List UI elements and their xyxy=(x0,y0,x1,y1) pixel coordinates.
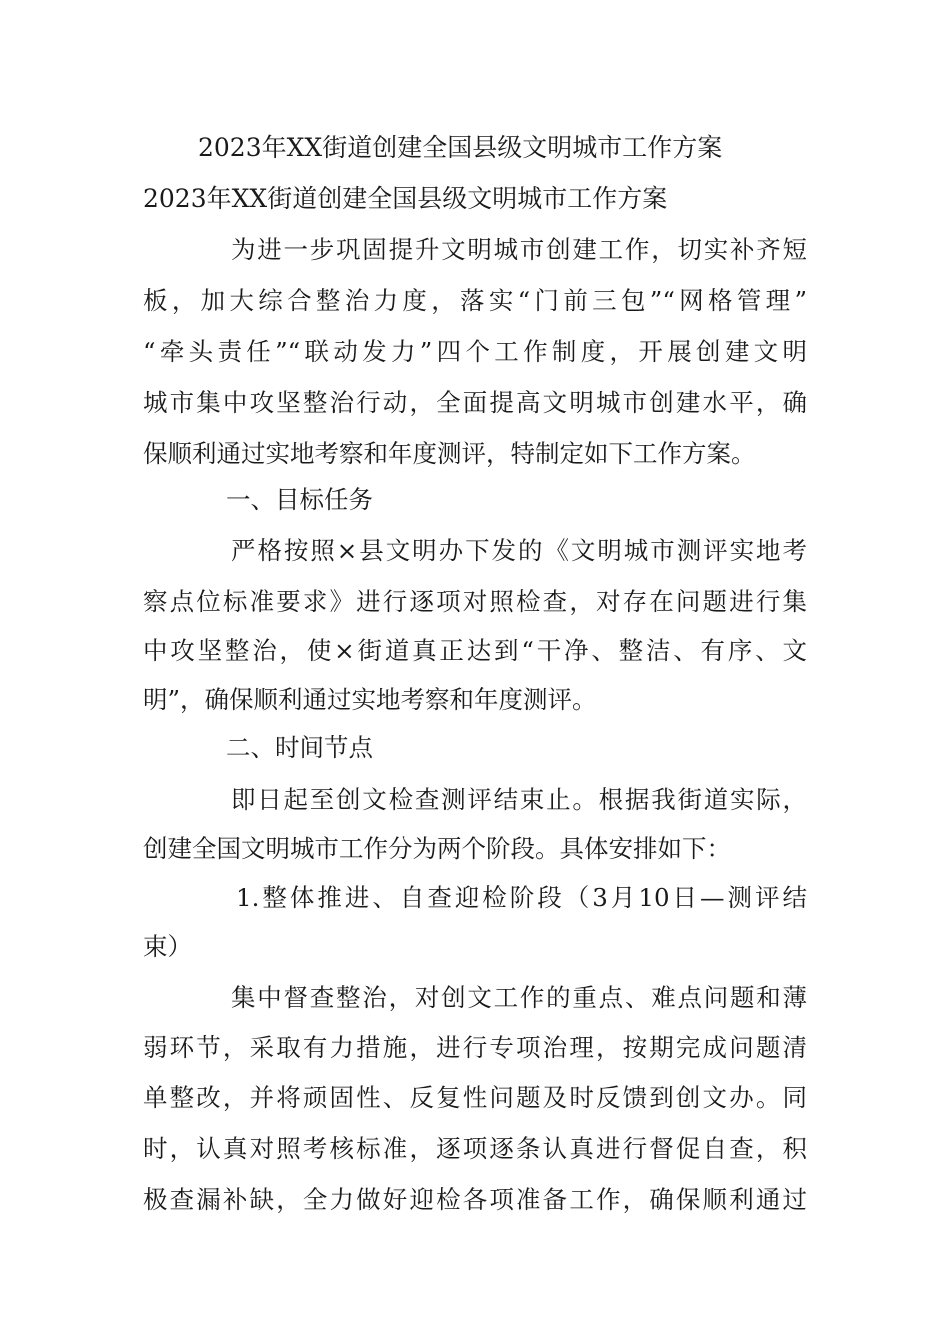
intro-line-4: 城市集中攻坚整治行动，全面提高文明城市创建水平，确 xyxy=(143,388,807,417)
section-1-line-3: 中攻坚整治，使×街道真正达到“干净、整洁、有序、文 xyxy=(143,636,807,665)
section-1-heading: 一、目标任务 xyxy=(226,485,373,514)
section-2-line-1: 即日起至创文检查测评结束止。根据我街道实际， xyxy=(231,785,807,814)
document-title: 2023年XX街道创建全国县级文明城市工作方案 xyxy=(198,133,723,162)
document-title-repeat: 2023年XX街道创建全国县级文明城市工作方案 xyxy=(143,184,668,213)
intro-line-2: 板，加大综合整治力度，落实“门前三包”“网格管理” xyxy=(143,286,807,315)
section-1-line-4: 明”，确保顺利通过实地考察和年度测评。 xyxy=(143,685,597,714)
section-2-line-2: 创建全国文明城市工作分为两个阶段。具体安排如下： xyxy=(143,834,731,863)
stage-1-body-line-4: 时，认真对照考核标准，逐项逐条认真进行督促自查，积 xyxy=(143,1134,807,1163)
stage-1-body-line-1: 集中督查整治，对创文工作的重点、难点问题和薄 xyxy=(231,983,807,1012)
intro-line-1: 为进一步巩固提升文明城市创建工作，切实补齐短 xyxy=(231,235,807,264)
stage-1-body-line-5: 极查漏补缺，全力做好迎检各项准备工作，确保顺利通过 xyxy=(143,1185,807,1214)
intro-line-5: 保顺利通过实地考察和年度测评，特制定如下工作方案。 xyxy=(143,439,756,468)
section-2-heading: 二、时间节点 xyxy=(226,733,373,762)
stage-1-body-line-2: 弱环节，采取有力措施，进行专项治理，按期完成问题清 xyxy=(143,1033,807,1062)
stage-1-body-line-3: 单整改，并将顽固性、反复性问题及时反馈到创文办。同 xyxy=(143,1083,807,1112)
stage-1-title-line-2: 束） xyxy=(143,932,192,961)
stage-1-title-line-1: 1.整体推进、自查迎检阶段（3月10日—测评结 xyxy=(236,883,807,912)
intro-line-3: “牵头责任”“联动发力”四个工作制度，开展创建文明 xyxy=(143,337,807,366)
section-1-line-2: 察点位标准要求》进行逐项对照检查，对存在问题进行集 xyxy=(143,587,807,616)
section-1-line-1: 严格按照×县文明办下发的《文明城市测评实地考 xyxy=(231,536,807,565)
